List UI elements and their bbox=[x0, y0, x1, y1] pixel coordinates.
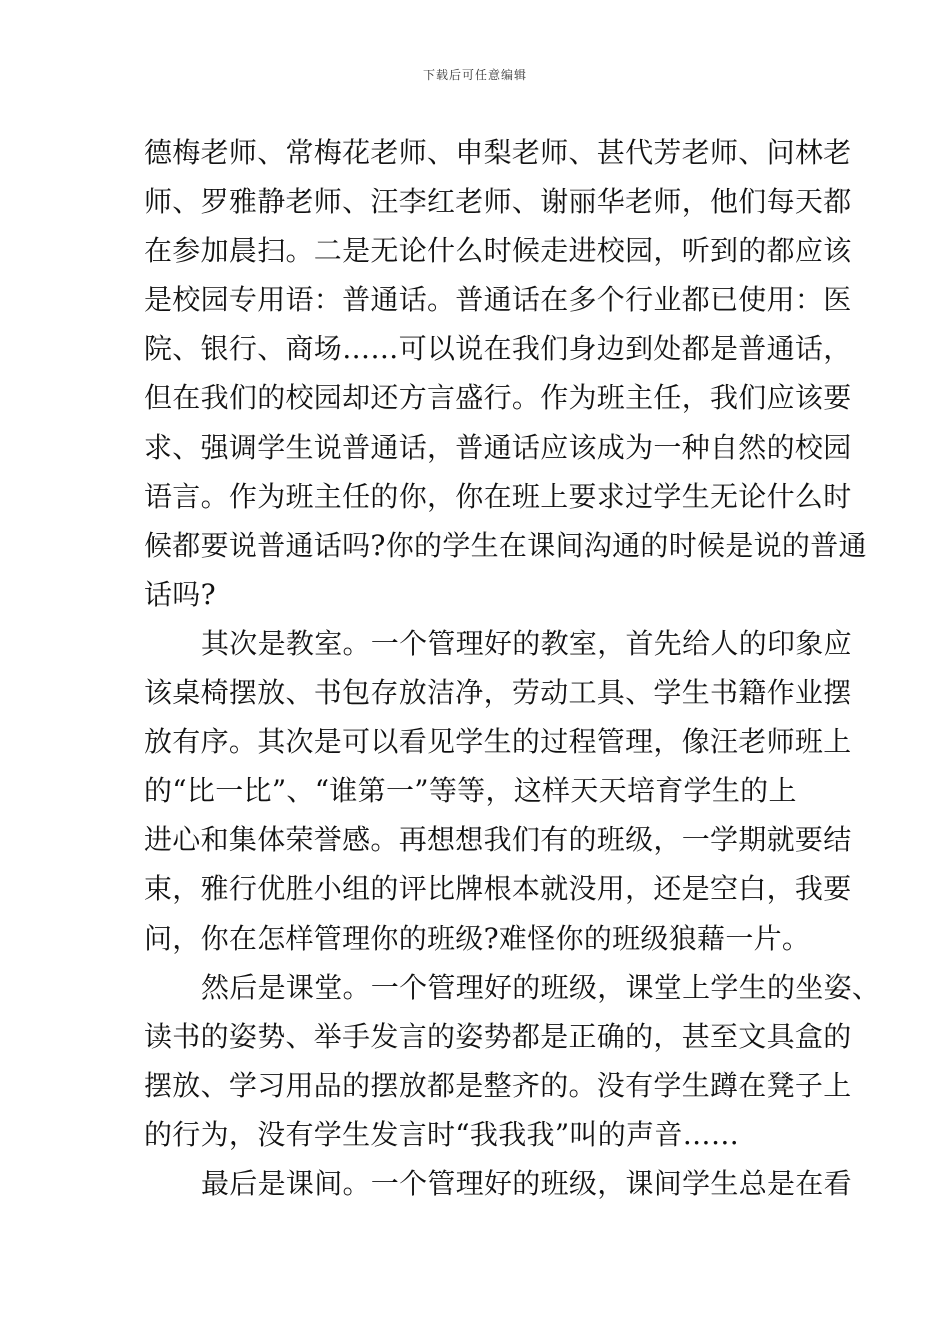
text-line: 进心和集体荣誉感。再想想我们有的班级，一学期就要结 bbox=[144, 823, 852, 857]
text-line: 问，你在怎样管理你的班级?难怪你的班级狼藉一片。 bbox=[144, 921, 811, 955]
text-line: 放有序。其次是可以看见学生的过程管理，像汪老师班上 bbox=[144, 725, 852, 759]
paragraph-start-line: 然后是课堂。一个管理好的班级，课堂上学生的坐姿、 bbox=[201, 970, 881, 1004]
text-line: 师、罗雅静老师、汪李红老师、谢丽华老师，他们每天都 bbox=[144, 185, 852, 219]
text-line: 求、强调学生说普通话，普通话应该成为一种自然的校园 bbox=[144, 430, 852, 464]
text-line: 摆放、学习用品的摆放都是整齐的。没有学生蹲在凳子上 bbox=[144, 1068, 852, 1102]
text-line: 话吗? bbox=[144, 577, 216, 611]
text-line: 在参加晨扫。二是无论什么时候走进校园，听到的都应该 bbox=[144, 234, 852, 268]
text-line: 该桌椅摆放、书包存放洁净，劳动工具、学生书籍作业摆 bbox=[144, 676, 852, 710]
text-line: 的行为，没有学生发言时“我我我”叫的声音…… bbox=[144, 1117, 740, 1151]
text-line: 是校园专用语：普通话。普通话在多个行业都已使用：医 bbox=[144, 283, 852, 317]
text-line: 候都要说普通话吗?你的学生在课间沟通的时候是说的普通 bbox=[144, 528, 867, 562]
text-line: 束，雅行优胜小组的评比牌根本就没用，还是空白，我要 bbox=[144, 872, 852, 906]
text-line: 读书的姿势、举手发言的姿势都是正确的，甚至文具盒的 bbox=[144, 1019, 852, 1053]
header-note: 下载后可任意编辑 bbox=[422, 68, 527, 82]
text-line: 但在我们的校园却还方言盛行。作为班主任，我们应该要 bbox=[144, 381, 852, 415]
text-line: 语言。作为班主任的你，你在班上要求过学生无论什么时 bbox=[144, 479, 852, 513]
text-line: 院、银行、商场……可以说在我们身边到处都是普通话， bbox=[144, 332, 852, 366]
text-line: 德梅老师、常梅花老师、申梨老师、甚代芳老师、问林老 bbox=[144, 136, 852, 169]
paragraph-start-line: 其次是教室。一个管理好的教室，首先给人的印象应 bbox=[201, 626, 852, 660]
text-line: 的“比一比”、“谁第一”等等，这样天天培育学生的上 bbox=[144, 774, 797, 808]
paragraph-start-line: 最后是课间。一个管理好的班级，课间学生总是在看 bbox=[201, 1166, 852, 1200]
body-text bbox=[144, 128, 881, 1208]
